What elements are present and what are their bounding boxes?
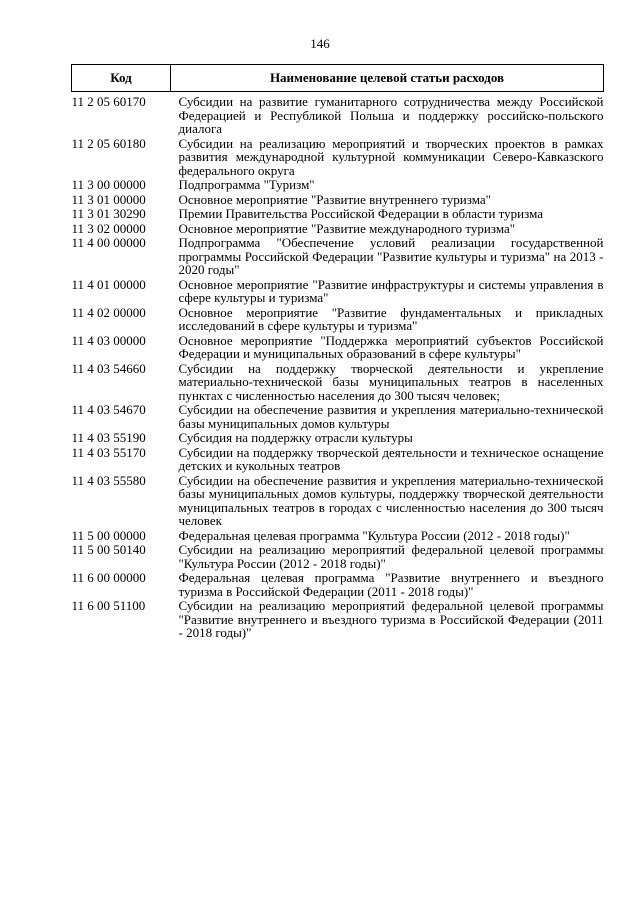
- row-name: Основное мероприятие "Поддержка мероприятий субъектов Российской Федерации и муниципальных образований в сфере культуры": [178, 332, 604, 361]
- row-code: 11 3 02 00000: [71, 220, 146, 236]
- table-row: [72, 221, 604, 236]
- row-code: 11 3 01 00000: [71, 191, 146, 207]
- table-row: [72, 598, 604, 640]
- table-row: [72, 333, 604, 361]
- table-row: [72, 277, 604, 305]
- column-header-name: Наименование целевой статьи расходов: [171, 65, 604, 92]
- table-row: [72, 473, 604, 528]
- row-name: Основное мероприятие "Развитие внутреннего туризма": [178, 191, 491, 207]
- row-name: Федеральная целевая программа "Культура России (2012 - 2018 годы)": [178, 527, 570, 543]
- row-name: Субсидии на реализацию мероприятий федеральной целевой программы "Развитие внутреннего и въездного туризма в Российской Федерации (2011 - 2018 годы)": [178, 598, 604, 640]
- page-number: 146: [310, 36, 330, 51]
- row-name: Субсидии на реализацию мероприятий и творческих проектов в рамках развития международной культурной коммуникации Северо-Кавказского федерального округа: [178, 135, 604, 178]
- row-code: 11 2 05 60170: [71, 94, 146, 109]
- row-name: Субсидии на обеспечение развития и укрепления материально-технической базы муниципальных домов культуры, поддержку творческой деятельности муниципальных театров в городах с численностью населения до 300 тысяч человек: [178, 472, 604, 528]
- row-code: 11 5 00 50140: [71, 542, 146, 557]
- row-name: Подпрограмма "Туризм": [178, 177, 315, 192]
- budget-code-table: [71, 64, 604, 640]
- row-name: Премии Правительства Российской Федерации в области туризма: [178, 206, 543, 221]
- row-code: 11 6 00 00000: [71, 570, 146, 585]
- row-code: 11 5 00 00000: [71, 527, 146, 543]
- row-code: 11 4 03 55190: [71, 430, 146, 445]
- row-name: Основное мероприятие "Развитие инфраструктуры и системы управления в сфере культуры и туризма": [178, 276, 604, 305]
- table-row: [72, 542, 604, 570]
- table-row: [72, 235, 604, 277]
- row-code: 11 6 00 51100: [71, 598, 146, 613]
- row-code: 11 4 03 54670: [71, 402, 146, 417]
- row-name: Субсидии на реализацию мероприятий федеральной целевой программы "Культура России (2012 - 2018 годы)": [178, 542, 604, 571]
- table-row: [72, 136, 604, 178]
- table-row: [72, 361, 604, 403]
- row-name: Субсидии на обеспечение развития и укрепления материально-технической базы муниципальных домов культуры: [178, 402, 604, 431]
- table-row: [72, 92, 604, 136]
- row-name: Подпрограмма "Обеспечение условий реализации государственной программы Российской Федерации "Развитие культуры и туризма" на 2013 - 2020 годы": [178, 235, 604, 277]
- row-name: Основное мероприятие "Развитие международного туризма": [178, 220, 516, 236]
- table-row: [72, 177, 604, 192]
- row-code: 11 4 03 00000: [71, 332, 146, 348]
- row-name: Федеральная целевая программа "Развитие внутреннего и въездного туризма в Российской Федерации (2011 - 2018 годы)": [178, 570, 604, 599]
- table-header-row: [72, 65, 604, 92]
- row-name: Субсидии на поддержку творческой деятельности и техническое оснащение детских и кукольных театров: [178, 444, 604, 473]
- row-code: 11 2 05 60180: [71, 135, 146, 151]
- row-code: 11 3 00 00000: [71, 177, 146, 192]
- row-code: 11 4 03 55170: [71, 444, 146, 460]
- table-row: [72, 192, 604, 207]
- table-row: [72, 570, 604, 598]
- row-code: 11 4 03 55580: [71, 472, 146, 488]
- row-code: 11 3 01 30290: [71, 206, 146, 221]
- row-name: Основное мероприятие "Развитие фундаментальных и прикладных исследований в сфере культуры и туризма": [178, 304, 604, 333]
- row-code: 11 4 03 54660: [71, 360, 146, 376]
- table-row: [72, 528, 604, 543]
- row-code: 11 4 00 00000: [71, 235, 146, 250]
- table-row: [72, 402, 604, 430]
- table-row: [72, 430, 604, 445]
- row-name: Субсидии на поддержку творческой деятельности и укрепление материально-технической базы муниципальных театров в населенных пунктах с численностью населения до 300 тысяч человек;: [178, 360, 604, 403]
- column-header-code: Код: [72, 65, 171, 92]
- row-name: Субсидия на поддержку отрасли культуры: [178, 430, 413, 445]
- table-row: [72, 206, 604, 221]
- table-row: [72, 305, 604, 333]
- row-name: Субсидии на развитие гуманитарного сотрудничества между Российской Федерацией и Республикой Польша и поддержку российско-польского диалога: [178, 94, 604, 136]
- row-code: 11 4 01 00000: [71, 276, 146, 292]
- row-code: 11 4 02 00000: [71, 304, 146, 320]
- table-row: [72, 445, 604, 473]
